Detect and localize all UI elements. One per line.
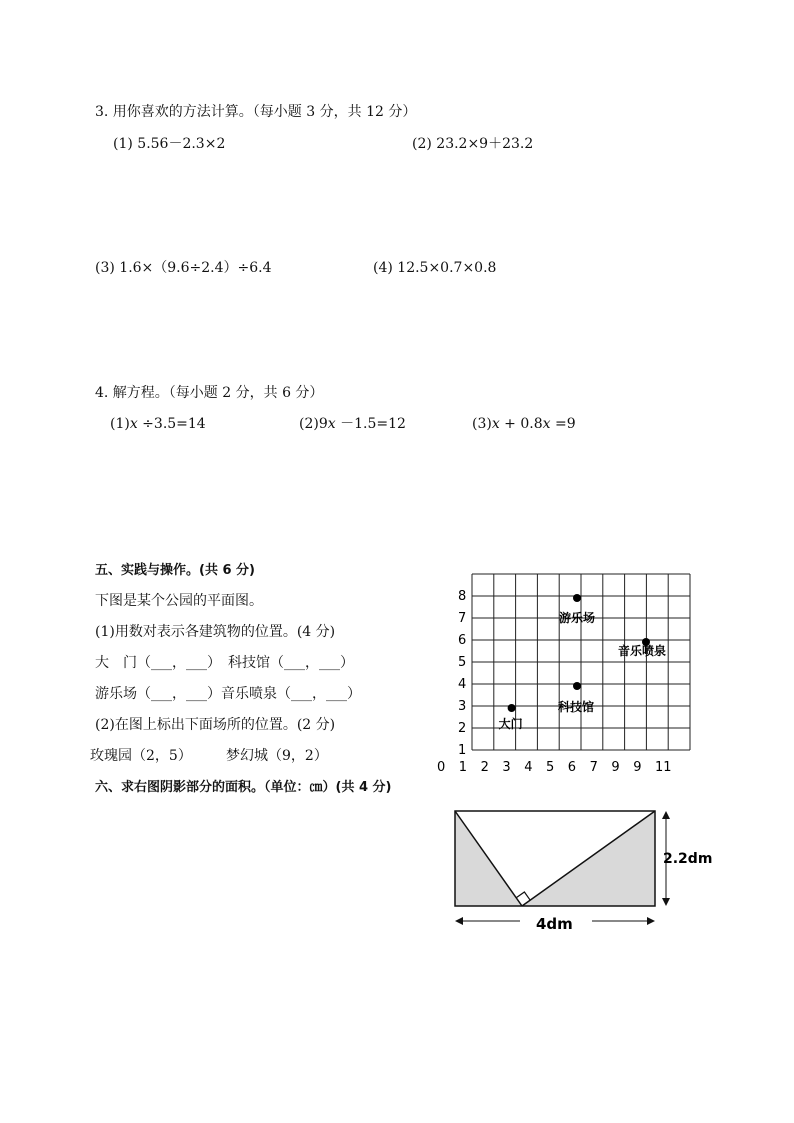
shaded-area-figure [450, 805, 730, 945]
height-label: 2.2dm [663, 851, 713, 867]
y-tick-label: 8 [458, 589, 467, 604]
x-tick-label: 0 [437, 760, 446, 775]
section5-q2: (2)在图上标出下面场所的位置。(2 分) [95, 717, 336, 733]
problem-3-3: (3) 1.6×（9.6÷2.4）÷6.4 [95, 260, 272, 276]
section5-line-b: 游乐场（___，___）音乐喷泉（___，___） [95, 686, 361, 702]
x-tick-label: 4 [524, 760, 533, 775]
right-angle-mark [516, 892, 530, 900]
y-tick-label: 7 [458, 611, 467, 626]
x-axis-labels [437, 760, 672, 775]
height-arrow-up [662, 811, 670, 819]
grid-point-label: 游乐场 [559, 611, 596, 625]
problem-3-1: (1) 5.56－2.3×2 [113, 136, 226, 152]
grid-point [508, 704, 516, 712]
equation-1: (1)𝑥 ÷3.5=14 [110, 416, 206, 432]
grid-point-label: 大门 [498, 717, 523, 731]
y-axis-labels [458, 589, 466, 758]
y-tick-label: 6 [458, 633, 467, 648]
x-tick-label: 9 [633, 760, 642, 775]
x-tick-label: 11 [655, 760, 672, 775]
width-arrow-left [455, 917, 463, 925]
place-dream-city: 梦幻城（9，2） [226, 748, 328, 764]
park-grid-figure [420, 560, 710, 785]
equation-3: (3)𝑥 + 0.8𝑥 =9 [472, 416, 576, 432]
grid-point [573, 594, 581, 602]
section6-title: 六、求右图阴影部分的面积。（单位：㎝）(共 4 分) [95, 780, 392, 795]
grid-point [573, 682, 581, 690]
y-tick-label: 5 [458, 655, 467, 670]
y-tick-label: 2 [458, 721, 467, 736]
problem-3-2: (2) 23.2×9＋23.2 [412, 136, 534, 152]
equation-2: (2)9𝑥 －1.5=12 [299, 416, 406, 432]
x-tick-label: 9 [611, 760, 620, 775]
x-tick-label: 6 [567, 760, 577, 775]
grid-point-label: 科技馆 [558, 700, 595, 714]
width-label: 4dm [536, 915, 573, 933]
x-tick-label: 3 [502, 760, 511, 775]
height-arrow-down [662, 898, 670, 906]
x-tick-label: 1 [458, 760, 468, 775]
problem-3-4: (4) 12.5×0.7×0.8 [373, 260, 497, 276]
section3-title: 3. 用你喜欢的方法计算。（每小题 3 分，共 12 分） [95, 104, 417, 120]
y-tick-label: 4 [458, 677, 467, 692]
x-tick-label: 7 [589, 760, 598, 775]
section5-title: 五、实践与操作。(共 6 分) [95, 563, 255, 578]
section5-intro: 下图是某个公园的平面图。 [95, 593, 263, 609]
section5-q1: (1)用数对表示各建筑物的位置。(4 分) [95, 624, 336, 640]
place-rose-garden: 玫瑰园（2，5） [90, 748, 192, 764]
x-tick-label: 5 [546, 760, 555, 775]
x-tick-label: 2 [480, 760, 489, 775]
y-tick-label: 1 [458, 743, 467, 758]
section4-title: 4. 解方程。（每小题 2 分，共 6 分） [95, 385, 324, 401]
y-tick-label: 3 [458, 699, 467, 714]
width-arrow-right [647, 917, 655, 925]
section5-line-a: 大 门（___，___） 科技馆（___，___） [95, 655, 354, 671]
grid-point-label: 音乐喷泉 [618, 644, 667, 658]
